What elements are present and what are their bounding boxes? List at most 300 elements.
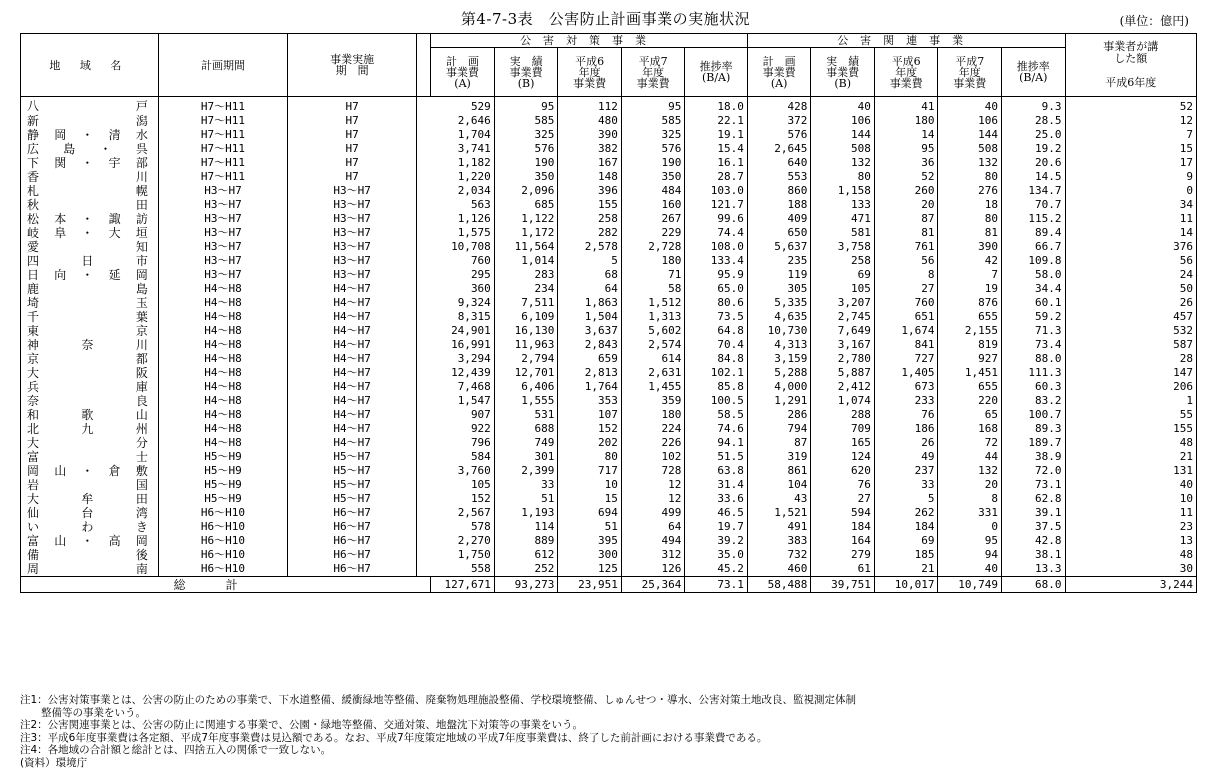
cell-value: 8 (938, 492, 1002, 506)
cell-plan-period: H4～H8 (158, 282, 287, 296)
cell-value: 480 (558, 114, 622, 128)
cell-value: 841 (874, 338, 938, 352)
cell-value: 21 (1065, 450, 1196, 464)
table-row (21, 184, 1197, 198)
cell-region: 松本・諏訪 (21, 212, 159, 226)
cell-value: 4,635 (747, 310, 811, 324)
cell-value: 7 (1065, 128, 1196, 142)
cell-region: 大 阪 (21, 366, 159, 380)
cell-value: 1,504 (558, 310, 622, 324)
cell-value: 2,155 (938, 324, 1002, 338)
cell-plan-period: H3～H7 (158, 240, 287, 254)
cell-value: 41 (874, 97, 938, 115)
cell-plan-period: H3～H7 (158, 254, 287, 268)
cell-value: 132 (811, 156, 875, 170)
cell-region: 岡山・倉敷 (21, 464, 159, 478)
cell-region: 下関・宇部 (21, 156, 159, 170)
cell-value: 325 (494, 128, 558, 142)
cell-exec-period: H3～H7 (288, 198, 417, 212)
cell-value: 229 (621, 226, 685, 240)
cell-value: 10 (558, 478, 622, 492)
cell-value: 1,014 (494, 254, 558, 268)
cell-region: 大 分 (21, 436, 159, 450)
cell-value: 276 (938, 184, 1002, 198)
cell-value: 160 (621, 198, 685, 212)
cell-value: 16,991 (431, 338, 495, 352)
cell-value: 460 (747, 562, 811, 577)
cell-region: 八 戸 (21, 97, 159, 115)
header-group-related: 公害関連事業 (747, 34, 1065, 48)
cell-value: 11 (1065, 212, 1196, 226)
cell-value: 74.6 (685, 422, 747, 436)
cell-spacer (417, 366, 431, 380)
cell-value: 144 (938, 128, 1002, 142)
cell-value: 258 (811, 254, 875, 268)
cell-region: 香 川 (21, 170, 159, 184)
cell-value: 282 (558, 226, 622, 240)
cell-spacer (417, 170, 431, 184)
cell-value: 40 (1065, 478, 1196, 492)
total-value: 25,364 (621, 577, 685, 593)
cell-value: 876 (938, 296, 1002, 310)
cell-spacer (417, 282, 431, 296)
table-row (21, 310, 1197, 324)
table-row (21, 97, 1197, 115)
cell-value: 133 (811, 198, 875, 212)
unit-label: (単位：億円) (1119, 14, 1189, 28)
cell-value: 48 (1065, 548, 1196, 562)
cell-value: 508 (811, 142, 875, 156)
cell-value: 7 (938, 268, 1002, 282)
cell-spacer (417, 184, 431, 198)
table-row (21, 226, 1197, 240)
cell-value: 1,863 (558, 296, 622, 310)
cell-exec-period: H7 (288, 142, 417, 156)
cell-value: 508 (938, 142, 1002, 156)
data-table (20, 33, 1197, 593)
cell-value: 2,631 (621, 366, 685, 380)
cell-plan-period: H5～H9 (158, 478, 287, 492)
cell-value: 58 (621, 282, 685, 296)
cell-value: 28.7 (685, 170, 747, 184)
cell-value: 581 (811, 226, 875, 240)
cell-value: 189.7 (1001, 436, 1065, 450)
cell-value: 11,564 (494, 240, 558, 254)
cell-value: 28.5 (1001, 114, 1065, 128)
cell-value: 1,674 (874, 324, 938, 338)
cell-value: 52 (874, 170, 938, 184)
cell-exec-period: H4～H7 (288, 394, 417, 408)
cell-plan-period: H7～H11 (158, 114, 287, 128)
cell-value: 26 (874, 436, 938, 450)
cell-exec-period: H3～H7 (288, 212, 417, 226)
cell-value: 69 (874, 534, 938, 548)
cell-value: 7,468 (431, 380, 495, 394)
cell-value: 13.3 (1001, 562, 1065, 577)
cell-value: 5,602 (621, 324, 685, 338)
cell-value: 103.0 (685, 184, 747, 198)
cell-value: 484 (621, 184, 685, 198)
cell-value: 22.1 (685, 114, 747, 128)
cell-value: 350 (494, 170, 558, 184)
cell-value: 889 (494, 534, 558, 548)
cell-value: 14 (874, 128, 938, 142)
header-exec-period: 事業実施 期 間 (288, 34, 417, 97)
cell-region: 静岡・清水 (21, 128, 159, 142)
cell-value: 40 (938, 97, 1002, 115)
cell-value: 237 (874, 464, 938, 478)
cell-value: 15 (1065, 142, 1196, 156)
cell-value: 728 (621, 464, 685, 478)
cell-spacer (417, 492, 431, 506)
cell-value: 12 (621, 492, 685, 506)
header-related-plan-cost: 計 画 事業費 (A) (747, 48, 811, 97)
cell-value: 1,193 (494, 506, 558, 520)
cell-value: 372 (747, 114, 811, 128)
cell-value: 87 (747, 436, 811, 450)
cell-value: 56 (1065, 254, 1196, 268)
cell-value: 190 (621, 156, 685, 170)
cell-value: 7,649 (811, 324, 875, 338)
cell-value: 164 (811, 534, 875, 548)
table-row (21, 170, 1197, 184)
cell-value: 99.6 (685, 212, 747, 226)
cell-plan-period: H3～H7 (158, 226, 287, 240)
cell-value: 5 (874, 492, 938, 506)
cell-exec-period: H4～H7 (288, 296, 417, 310)
cell-plan-period: H5～H9 (158, 492, 287, 506)
cell-value: 3,294 (431, 352, 495, 366)
cell-spacer (417, 156, 431, 170)
cell-exec-period: H5～H7 (288, 450, 417, 464)
cell-plan-period: H7～H11 (158, 170, 287, 184)
cell-value: 220 (938, 394, 1002, 408)
cell-value: 749 (494, 436, 558, 450)
table-row (21, 324, 1197, 338)
cell-value: 390 (938, 240, 1002, 254)
cell-value: 19.2 (1001, 142, 1065, 156)
cell-value: 760 (874, 296, 938, 310)
cell-value: 38.1 (1001, 548, 1065, 562)
cell-value: 2,567 (431, 506, 495, 520)
cell-spacer (417, 310, 431, 324)
cell-exec-period: H7 (288, 97, 417, 115)
cell-exec-period: H4～H7 (288, 310, 417, 324)
cell-value: 226 (621, 436, 685, 450)
cell-value: 155 (558, 198, 622, 212)
cell-plan-period: H4～H8 (158, 324, 287, 338)
cell-value: 30 (1065, 562, 1196, 577)
total-value: 3,244 (1065, 577, 1196, 593)
cell-region: 大 牟 田 (21, 492, 159, 506)
cell-value: 2,813 (558, 366, 622, 380)
cell-value: 20 (938, 478, 1002, 492)
cell-spacer (417, 562, 431, 577)
cell-region: 奈 良 (21, 394, 159, 408)
cell-value: 2,728 (621, 240, 685, 254)
cell-value: 83.2 (1001, 394, 1065, 408)
cell-value: 80 (811, 170, 875, 184)
cell-value: 2,780 (811, 352, 875, 366)
cell-value: 578 (431, 520, 495, 534)
cell-value: 94 (938, 548, 1002, 562)
cell-value: 12 (1065, 114, 1196, 128)
cell-value: 620 (811, 464, 875, 478)
cell-value: 33 (874, 478, 938, 492)
cell-value: 732 (747, 548, 811, 562)
cell-exec-period: H4～H7 (288, 408, 417, 422)
table-row (21, 254, 1197, 268)
cell-value: 1,126 (431, 212, 495, 226)
cell-value: 1,074 (811, 394, 875, 408)
cell-value: 185 (874, 548, 938, 562)
cell-exec-period: H6～H7 (288, 520, 417, 534)
cell-value: 531 (494, 408, 558, 422)
cell-value: 529 (431, 97, 495, 115)
cell-value: 360 (431, 282, 495, 296)
table-row (21, 338, 1197, 352)
cell-region: 秋 田 (21, 198, 159, 212)
cell-value: 76 (874, 408, 938, 422)
cell-value: 5,288 (747, 366, 811, 380)
cell-value: 111.3 (1001, 366, 1065, 380)
cell-value: 6,406 (494, 380, 558, 394)
cell-value: 25.0 (1001, 128, 1065, 142)
cell-value: 69 (811, 268, 875, 282)
cell-value: 180 (621, 254, 685, 268)
cell-value: 43 (747, 492, 811, 506)
cell-plan-period: H6～H10 (158, 562, 287, 577)
cell-spacer (417, 464, 431, 478)
cell-region: 新 潟 (21, 114, 159, 128)
cell-value: 80 (938, 212, 1002, 226)
cell-value: 16,130 (494, 324, 558, 338)
cell-spacer (417, 506, 431, 520)
cell-value: 2,794 (494, 352, 558, 366)
cell-value: 532 (1065, 324, 1196, 338)
cell-value: 37.5 (1001, 520, 1065, 534)
cell-value: 907 (431, 408, 495, 422)
cell-value: 131 (1065, 464, 1196, 478)
cell-value: 612 (494, 548, 558, 562)
cell-value: 100.7 (1001, 408, 1065, 422)
cell-value: 132 (938, 464, 1002, 478)
cell-value: 56 (874, 254, 938, 268)
total-label: 総計 (21, 577, 431, 593)
cell-value: 224 (621, 422, 685, 436)
cell-value: 46.5 (685, 506, 747, 520)
cell-value: 33.6 (685, 492, 747, 506)
cell-value: 922 (431, 422, 495, 436)
table-row (21, 422, 1197, 436)
cell-value: 71 (621, 268, 685, 282)
cell-value: 614 (621, 352, 685, 366)
cell-value: 85.8 (685, 380, 747, 394)
total-value: 39,751 (811, 577, 875, 593)
cell-value: 1,512 (621, 296, 685, 310)
cell-value: 121.7 (685, 198, 747, 212)
cell-region: 札 幌 (21, 184, 159, 198)
cell-value: 1,158 (811, 184, 875, 198)
cell-value: 305 (747, 282, 811, 296)
cell-value: 585 (494, 114, 558, 128)
cell-plan-period: H5～H9 (158, 450, 287, 464)
cell-value: 235 (747, 254, 811, 268)
cell-plan-period: H7～H11 (158, 128, 287, 142)
table-row (21, 436, 1197, 450)
cell-value: 155 (1065, 422, 1196, 436)
table-row (21, 478, 1197, 492)
cell-value: 0 (1065, 184, 1196, 198)
cell-value: 655 (938, 310, 1002, 324)
cell-value: 258 (558, 212, 622, 226)
cell-value: 553 (747, 170, 811, 184)
header-plan-period: 計画期間 (158, 34, 287, 97)
cell-value: 288 (811, 408, 875, 422)
cell-value: 499 (621, 506, 685, 520)
cell-value: 819 (938, 338, 1002, 352)
cell-plan-period: H7～H11 (158, 97, 287, 115)
cell-value: 1,764 (558, 380, 622, 394)
cell-exec-period: H4～H7 (288, 366, 417, 380)
cell-value: 382 (558, 142, 622, 156)
cell-value: 184 (811, 520, 875, 534)
cell-value: 640 (747, 156, 811, 170)
cell-value: 1,750 (431, 548, 495, 562)
table-row (21, 142, 1197, 156)
cell-value: 1,313 (621, 310, 685, 324)
cell-plan-period: H6～H10 (158, 506, 287, 520)
cell-value: 44 (938, 450, 1002, 464)
cell-value: 34 (1065, 198, 1196, 212)
cell-plan-period: H4～H8 (158, 436, 287, 450)
cell-exec-period: H7 (288, 170, 417, 184)
cell-spacer (417, 142, 431, 156)
cell-value: 152 (558, 422, 622, 436)
cell-value: 180 (874, 114, 938, 128)
cell-value: 71.3 (1001, 324, 1065, 338)
cell-value: 396 (558, 184, 622, 198)
cell-value: 694 (558, 506, 622, 520)
cell-value: 1,547 (431, 394, 495, 408)
cell-value: 63.8 (685, 464, 747, 478)
cell-plan-period: H3～H7 (158, 184, 287, 198)
cell-value: 33 (494, 478, 558, 492)
cell-value: 51 (494, 492, 558, 506)
cell-value: 94.1 (685, 436, 747, 450)
cell-exec-period: H4～H7 (288, 436, 417, 450)
cell-value: 27 (811, 492, 875, 506)
cell-value: 428 (747, 97, 811, 115)
cell-value: 105 (811, 282, 875, 296)
cell-value: 147 (1065, 366, 1196, 380)
footnotes (20, 694, 856, 769)
cell-value: 12,439 (431, 366, 495, 380)
cell-value: 760 (431, 254, 495, 268)
cell-value: 1 (1065, 394, 1196, 408)
table-row (21, 282, 1197, 296)
cell-value: 87 (874, 212, 938, 226)
cell-value: 252 (494, 562, 558, 577)
cell-region: 富 士 (21, 450, 159, 464)
cell-value: 13 (1065, 534, 1196, 548)
cell-plan-period: H6～H10 (158, 534, 287, 548)
total-value: 23,951 (558, 577, 622, 593)
cell-value: 3,159 (747, 352, 811, 366)
cell-exec-period: H4～H7 (288, 352, 417, 366)
cell-value: 260 (874, 184, 938, 198)
cell-value: 165 (811, 436, 875, 450)
cell-value: 1,555 (494, 394, 558, 408)
cell-value: 81 (938, 226, 1002, 240)
cell-spacer (417, 296, 431, 310)
cell-spacer (417, 422, 431, 436)
cell-plan-period: H4～H8 (158, 296, 287, 310)
table-row (21, 198, 1197, 212)
cell-value: 51 (558, 520, 622, 534)
cell-value: 102.1 (685, 366, 747, 380)
cell-region: 東 京 (21, 324, 159, 338)
cell-value: 685 (494, 198, 558, 212)
footnote-line: 注3：平成6年度事業費は各定額、平成7年度事業費は見込額である。なお、平成7年度策定地域の平成7年度事業費は、終了した前計画における事業費である。 (20, 731, 768, 744)
cell-value: 49 (874, 450, 938, 464)
cell-value: 95 (938, 534, 1002, 548)
table-row (21, 492, 1197, 506)
cell-plan-period: H6～H10 (158, 520, 287, 534)
cell-value: 383 (747, 534, 811, 548)
cell-spacer (417, 226, 431, 240)
cell-spacer (417, 352, 431, 366)
cell-value: 70.4 (685, 338, 747, 352)
table-row (21, 352, 1197, 366)
cell-value: 709 (811, 422, 875, 436)
cell-value: 10,708 (431, 240, 495, 254)
table-row (21, 562, 1197, 577)
cell-value: 390 (558, 128, 622, 142)
cell-exec-period: H3～H7 (288, 254, 417, 268)
cell-value: 80 (558, 450, 622, 464)
total-value: 68.0 (1001, 577, 1065, 593)
cell-value: 27 (874, 282, 938, 296)
cell-plan-period: H4～H8 (158, 380, 287, 394)
cell-value: 584 (431, 450, 495, 464)
cell-value: 186 (874, 422, 938, 436)
table-row (21, 548, 1197, 562)
table-row (21, 268, 1197, 282)
cell-exec-period: H4～H7 (288, 282, 417, 296)
cell-value: 102 (621, 450, 685, 464)
cell-spacer (417, 450, 431, 464)
cell-value: 18.0 (685, 97, 747, 115)
cell-value: 167 (558, 156, 622, 170)
cell-spacer (417, 128, 431, 142)
cell-value: 300 (558, 548, 622, 562)
cell-plan-period: H4～H8 (158, 338, 287, 352)
cell-value: 107 (558, 408, 622, 422)
cell-value: 3,758 (811, 240, 875, 254)
cell-value: 4,313 (747, 338, 811, 352)
cell-value: 31.4 (685, 478, 747, 492)
cell-value: 35.0 (685, 548, 747, 562)
cell-value: 3,207 (811, 296, 875, 310)
cell-value: 4,000 (747, 380, 811, 394)
cell-exec-period: H6～H7 (288, 562, 417, 577)
cell-value: 585 (621, 114, 685, 128)
cell-value: 2,034 (431, 184, 495, 198)
cell-value: 457 (1065, 310, 1196, 324)
cell-value: 26 (1065, 296, 1196, 310)
cell-value: 70.7 (1001, 198, 1065, 212)
